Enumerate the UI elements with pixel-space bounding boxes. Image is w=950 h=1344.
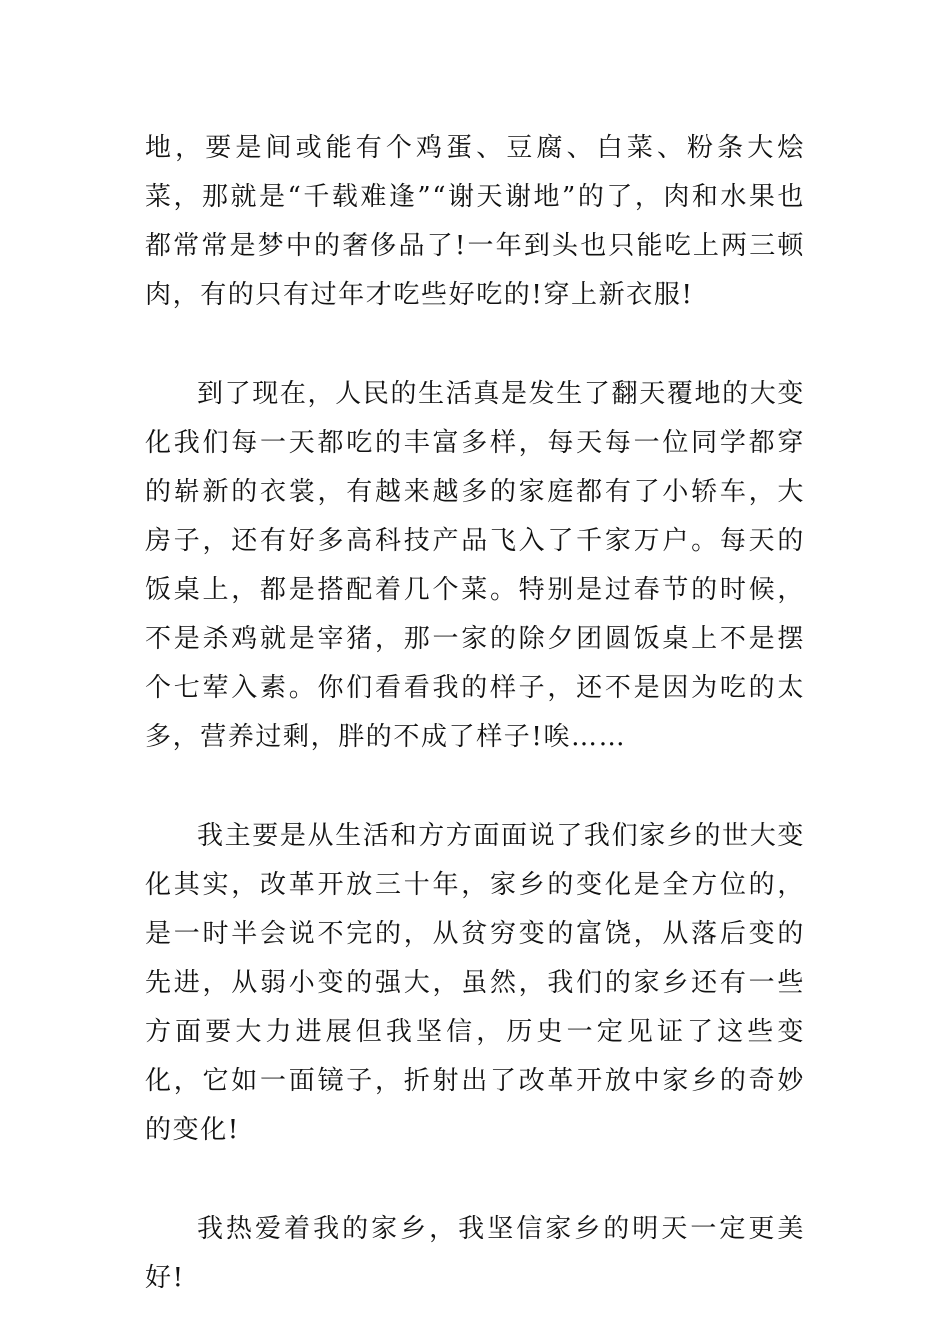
paragraph-2: 到了现在，人民的生活真是发生了翻天覆地的大变化我们每一天都吃的丰富多样，每天每一位同学都穿的崭新的衣裳，有越来越多的家庭都有了小轿车，大房子，还有好多高科技产品飞入了千家万户。每天的饭桌上，都是搭配着几个菜。特别是过春节的时候，不是杀鸡就是宰猪，那一家的除夕团圆饭桌上不是摆个七荤入素。你们看看我的样子，还不是因为吃的太多，营养过剩，胖的不成了样子!唉…… — [145, 379, 805, 752]
paragraph-1: 地，要是间或能有个鸡蛋、豆腐、白菜、粉条大烩菜，那就是“千载难逢”“谢天谢地”的了，肉和水果也都常常是梦中的奢侈品了!一年到头也只能吃上两三顿肉，有的只有过年才吃些好吃的!穿上新衣服! — [145, 133, 805, 310]
paragraph-gap — [145, 1155, 805, 1205]
document-body — [145, 124, 805, 1303]
paragraph-4: 我热爱着我的家乡，我坚信家乡的明天一定更美好! — [145, 1214, 805, 1293]
paragraph-gap — [145, 762, 805, 812]
paragraph-gap — [145, 320, 805, 370]
paragraph-3: 我主要是从生活和方方面面说了我们家乡的世大变化其实，改革开放三十年，家乡的变化是全方位的，是一时半会说不完的，从贫穷变的富饶，从落后变的先进，从弱小变的强大，虽然，我们的家乡还有一些方面要大力进展但我坚信，历史一定见证了这些变化，它如一面镜子，折射出了改革开放中家乡的奇妙的变化! — [145, 821, 805, 1145]
